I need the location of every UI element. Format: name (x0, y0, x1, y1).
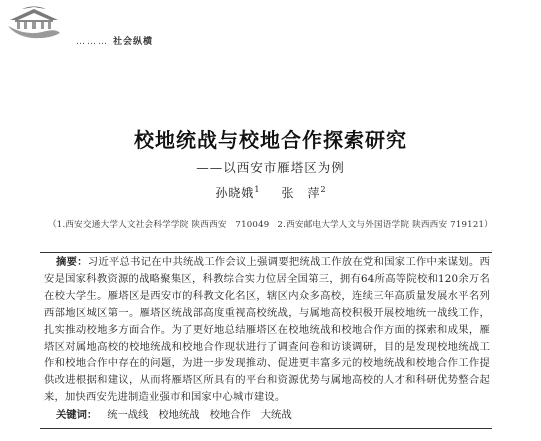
keywords (56, 406, 292, 421)
journal-logo-icon (6, 6, 62, 40)
section-tag (76, 34, 153, 47)
affiliation: （1.西安交通大学人文社会科学学院 陕西西安 710049 (48, 220, 270, 230)
author-affil-number: 2 (320, 185, 326, 194)
abstract-top-rule (40, 252, 492, 253)
abstract-text: 习近平总书记在中共统战工作会议上强调要把统战工作放在党和国家工作中来谋划。西安是国家科教资源的战略聚集区，科教综合实力位居全国第三，拥有64所高等院校和120余万名在校大学生。雁塔区是西安市的科教文化名区，辖区内众多高校，连续三年高质量发展水平名列西部地区城区第一。雁塔区统战部高度重视高校统战，与属地高校积极开展校地统一战线工作，扎实推动校地多方面合作。为了更好地总结雁塔区在校地统战和校地合作方面的探索和成果，雁塔区对属地高校的校地统战和校地合作现状进行了调查问卷和访谈调研，目的是发现校地统战工作和校地合作中存在的问题，为进一步发现推动、促进更丰富多元的校地统战和校地合作工作提供改进根据和建议，从而将雁塔区所具有的平台和资源优势与属地高校的人才和科研优势整合起来，加快西安先进制造业强市和国家中心城市建设。 (44, 256, 490, 404)
section-name: 社会纵横 (113, 37, 154, 47)
article-subtitle: ——以西安市雁塔区为例 (196, 160, 345, 175)
keyword: 校地统战 (158, 409, 200, 421)
keyword: 校地合作 (209, 409, 251, 421)
keyword: 统一战线 (107, 409, 149, 421)
abstract (44, 254, 490, 406)
abstract-label: 摘要： (56, 256, 88, 268)
author-line (0, 184, 541, 201)
keyword: 大统战 (260, 409, 292, 421)
affiliations (0, 218, 541, 230)
author-affil-number: 1 (254, 185, 260, 194)
abstract-bottom-rule (40, 428, 492, 429)
section-dots: ……… (76, 37, 109, 47)
affiliation: 2.西安邮电大学人文与外国语学院 陕西西安 719121） (277, 220, 493, 230)
article-title: 校地统战与校地合作探索研究 (134, 128, 407, 152)
author-name: 张 萍 (281, 186, 321, 200)
author-name: 孙晓娥 (215, 186, 255, 200)
keywords-label: 关键词： (56, 409, 98, 421)
